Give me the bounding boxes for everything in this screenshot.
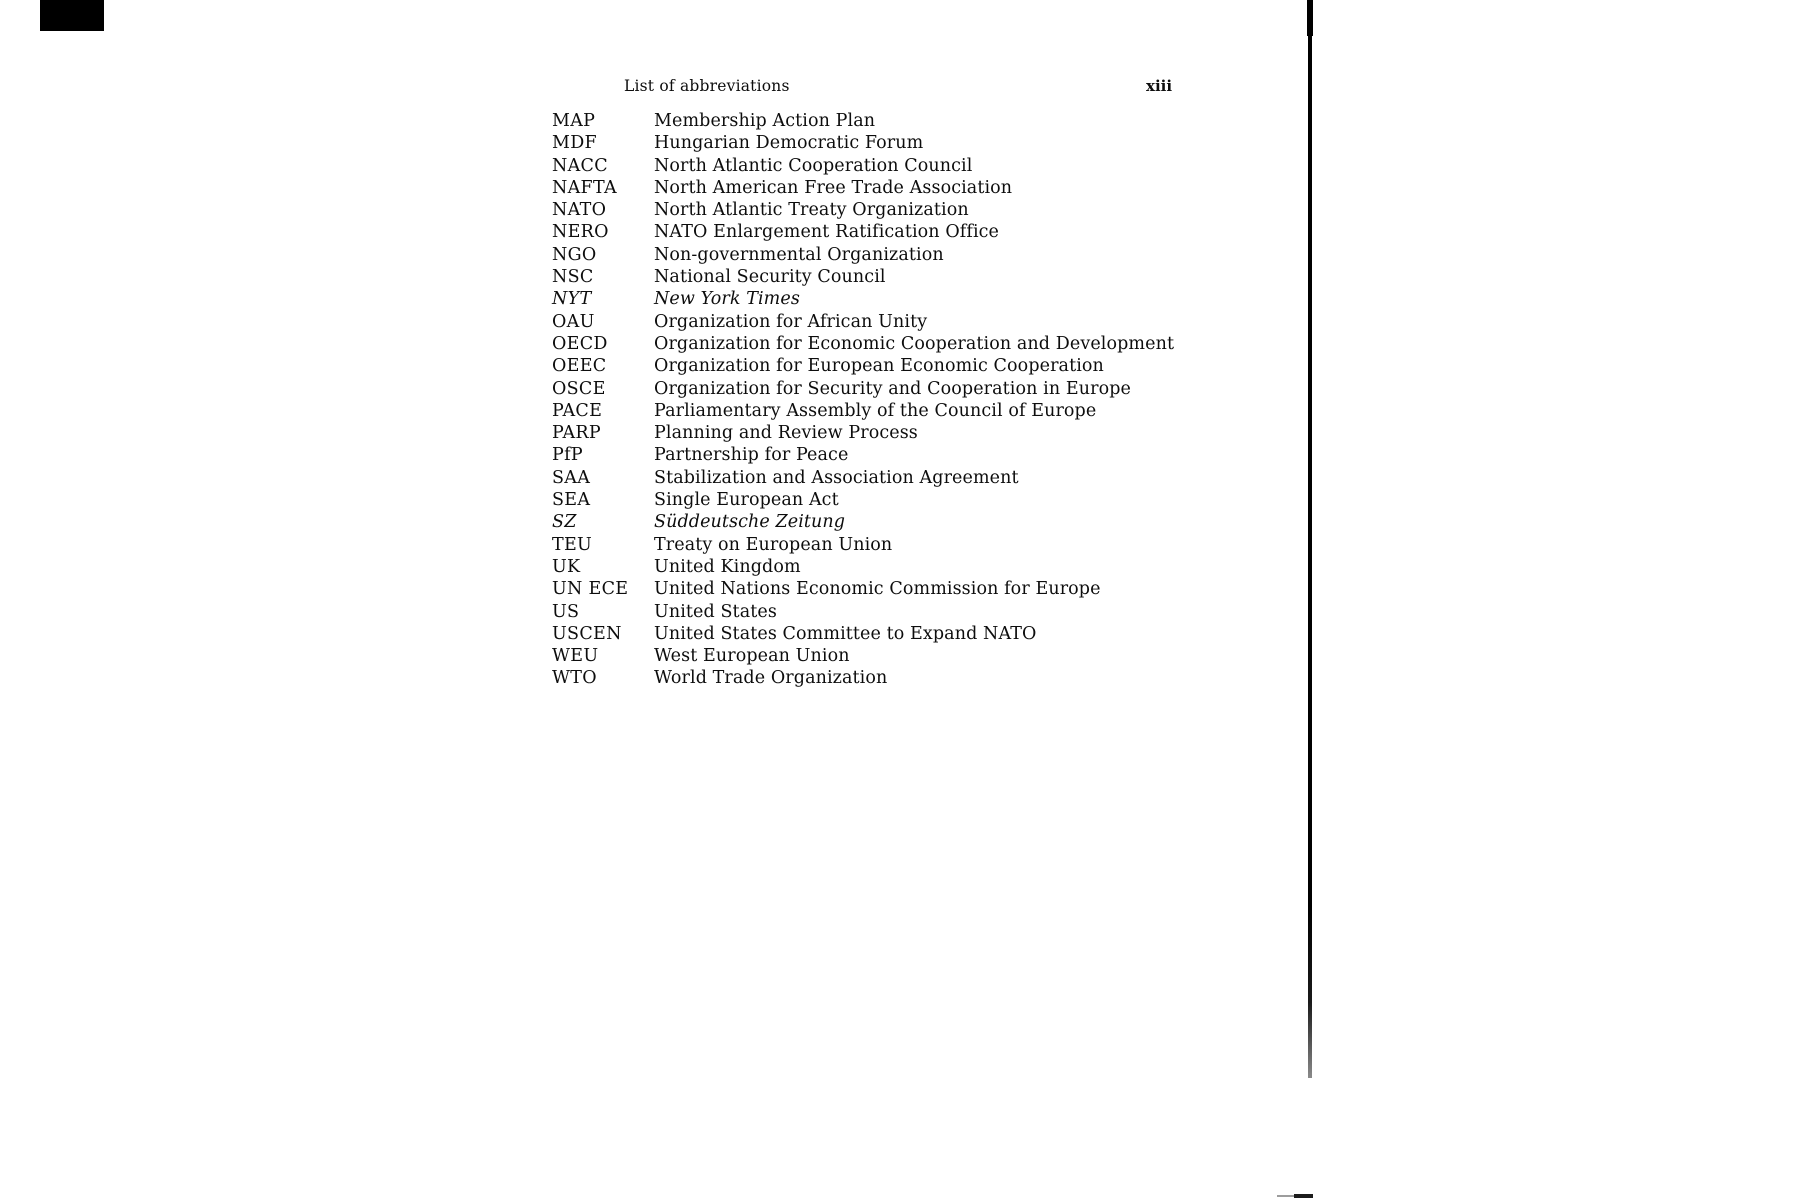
abbreviation-cell: MDF [552,133,597,154]
term-cell: Non-governmental Organization [654,244,944,265]
list-item [552,422,1252,444]
abbreviation-cell: SEA [552,490,591,511]
list-item [552,244,1252,266]
list-item [552,311,1252,333]
list-item [552,578,1252,600]
abbreviation-cell: US [552,601,580,622]
abbreviation-cell: SZ [552,512,577,533]
abbreviation-cell: TEU [552,534,593,555]
abbreviation-cell: UN ECE [552,579,629,600]
list-item [552,333,1252,355]
list-item [552,400,1252,422]
list-item [552,378,1252,400]
abbreviation-cell: WTO [552,668,597,689]
term-cell: New York Times [654,289,800,310]
term-cell: Stabilization and Association Agreement [654,467,1019,488]
term-cell: Treaty on European Union [654,534,893,555]
list-item [552,489,1252,511]
term-cell: United States Committee to Expand NATO [654,623,1037,644]
term-cell: North Atlantic Cooperation Council [654,155,973,176]
list-item [552,556,1252,578]
abbreviation-cell: PfP [552,445,583,466]
abbreviation-cell: NAFTA [552,177,617,198]
abbreviation-cell: PARP [552,423,601,444]
list-item [552,177,1252,199]
list-item [552,155,1252,177]
list-item [552,288,1252,310]
list-item [552,511,1252,533]
list-item [552,110,1252,132]
list-item [552,266,1252,288]
list-item [552,132,1252,154]
list-item [552,667,1252,689]
term-cell: Single European Act [654,490,839,511]
term-cell: Organization for Economic Cooperation and Development [654,333,1175,354]
term-cell: Planning and Review Process [654,423,918,444]
list-item [552,355,1252,377]
scan-artifact-dash-dark [1294,1194,1313,1198]
term-cell: West European Union [654,646,850,667]
term-cell: National Security Council [654,267,886,288]
list-item [552,645,1252,667]
term-cell: World Trade Organization [654,668,888,689]
list-item [552,199,1252,221]
abbreviation-cell: NYT [552,289,592,310]
term-cell: Parliamentary Assembly of the Council of Europe [654,400,1097,421]
abbreviation-cell: WEU [552,646,599,667]
term-cell: Süddeutsche Zeitung [654,512,846,533]
term-cell: United Kingdom [654,556,801,577]
abbreviation-cell: OAU [552,311,595,332]
abbreviation-cell: NATO [552,200,607,221]
abbreviation-cell: NGO [552,244,597,265]
abbreviation-cell: OECD [552,333,608,354]
abbreviation-cell: USCEN [552,623,622,644]
term-cell: Partnership for Peace [654,445,849,466]
scan-corner-mark [40,0,104,31]
term-cell: Membership Action Plan [654,111,876,131]
page-edge-line [1308,0,1312,1078]
term-cell: Organization for African Unity [654,311,928,332]
term-cell: Hungarian Democratic Forum [654,133,924,154]
list-item [552,467,1252,489]
term-cell: United States [654,601,777,622]
list-item [552,623,1252,645]
term-cell: NATO Enlargement Ratification Office [654,222,999,243]
term-cell: Organization for European Economic Cooperation [654,356,1104,377]
abbreviation-list [552,110,1252,690]
list-item [552,534,1252,556]
list-item [552,444,1252,466]
term-cell: United Nations Economic Commission for Europe [654,579,1101,600]
term-cell: North American Free Trade Association [654,177,1013,198]
abbreviation-cell: OEEC [552,356,607,377]
list-item [552,601,1252,623]
list-item [552,221,1252,243]
abbreviation-cell: NACC [552,155,608,176]
term-cell: North Atlantic Treaty Organization [654,200,969,221]
abbreviation-cell: PACE [552,400,603,421]
term-cell: Organization for Security and Cooperation in Europe [654,378,1131,399]
abbreviation-cell: MAP [552,111,596,131]
running-head-title: List of abbreviations [624,77,790,95]
abbreviation-cell: UK [552,556,581,577]
abbreviation-cell: OSCE [552,378,606,399]
abbreviation-cell: NSC [552,267,594,288]
page-number: xiii [1146,77,1173,95]
abbreviation-cell: SAA [552,467,591,488]
abbreviation-cell: NERO [552,222,609,243]
